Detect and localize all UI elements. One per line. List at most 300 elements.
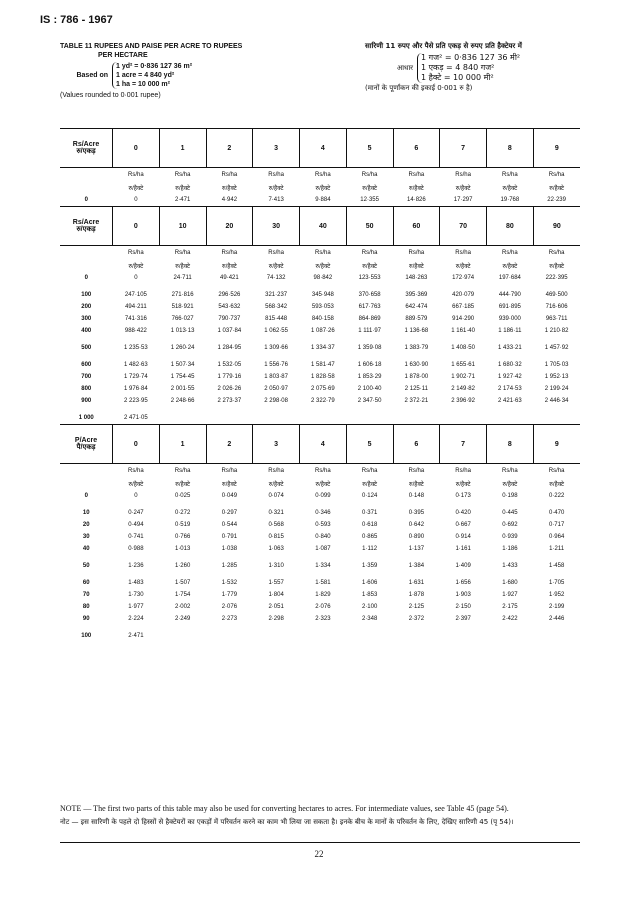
table-cell: 444·790 <box>498 292 521 298</box>
conversion-basis-hindi <box>365 53 610 83</box>
unit-label: Rs/ha <box>455 249 471 256</box>
table-row <box>60 325 580 337</box>
row-label: 500 <box>81 345 92 351</box>
corner-label-hindi: पै/एकड़ <box>76 444 96 451</box>
table-cell: 889·579 <box>405 316 428 322</box>
column-header: 7 <box>440 129 487 168</box>
table-cell: 741·316 <box>124 316 147 322</box>
table-cell: 1·384 <box>408 563 425 569</box>
unit-label: रु/हैक्टे <box>128 185 144 192</box>
column-header: 9 <box>533 425 580 464</box>
table-cell <box>487 625 534 642</box>
table-cell: 815·448 <box>265 316 288 322</box>
table-cell: 2·125 <box>408 604 425 610</box>
table-cell: 0·766 <box>174 534 191 540</box>
table-cell <box>300 407 347 425</box>
table-cell: 667·185 <box>452 304 475 310</box>
corner-header <box>60 129 113 168</box>
table-cell: 222·395 <box>545 275 568 281</box>
table-cell: 0·914 <box>455 534 471 540</box>
table-cell: 370·658 <box>358 292 381 298</box>
table-cell <box>206 625 253 642</box>
table-cell: 2·471 <box>128 633 144 639</box>
table-cell: 494·211 <box>125 304 147 310</box>
unit-label: Rs/ha <box>502 249 518 256</box>
table-row <box>60 354 580 371</box>
unit-label: रु/हैक्टे <box>549 263 564 270</box>
table-cell: 296·526 <box>218 292 241 298</box>
table-cell: 2 421·63 <box>498 398 522 404</box>
table-cell: 2 372·21 <box>404 398 429 404</box>
table-cell: 617·763 <box>358 304 381 310</box>
table-cell: 2·323 <box>315 616 331 622</box>
table-cell <box>440 407 487 425</box>
unit-row <box>60 464 580 478</box>
column-header: 2 <box>206 425 253 464</box>
table-cell: 0·791 <box>221 534 238 540</box>
table-cell: 1·656 <box>455 580 471 586</box>
unit-label: रु/हैक्टे <box>502 185 518 192</box>
unit-label: रु/हैक्टे <box>222 481 237 488</box>
table-cell: 1 161·40 <box>451 328 475 334</box>
table-cell: 1·161 <box>455 546 471 552</box>
table-cell: 518·921 <box>171 304 194 310</box>
table-cell: 0·074 <box>268 493 284 499</box>
table-cell: 0·618 <box>361 522 378 528</box>
unit-row-blank <box>60 477 113 490</box>
table-cell: 1 260·24 <box>170 345 195 351</box>
table-cell: 0·445 <box>502 510 518 516</box>
table-cell: 1·186 <box>502 546 518 552</box>
table-cell: 2 298·08 <box>264 398 288 404</box>
table-cell: 1·754 <box>174 592 191 598</box>
table-cell: 2 446·34 <box>544 398 569 404</box>
table-cell: 0·544 <box>221 522 238 528</box>
corner-label-english: P/Acre <box>74 437 98 444</box>
table-cell: 642·474 <box>405 304 428 310</box>
table-cell: 1·285 <box>221 563 238 569</box>
table-cell: 0·593 <box>315 522 331 528</box>
column-header: 90 <box>533 207 580 246</box>
unit-label: रु/हैक्टे <box>315 263 331 270</box>
table-cell: 1·359 <box>361 563 378 569</box>
table-cell: 0·247 <box>128 510 144 516</box>
table-cell: 1·730 <box>128 592 144 598</box>
table-cell: 2·175 <box>502 604 518 610</box>
basis-line-hindi: 1 गज² = 0·836 127 36 मी² <box>421 53 521 62</box>
table-cell: 790·737 <box>218 316 241 322</box>
table-row <box>60 613 580 625</box>
basis-line: 1 yd² = 0·836 127 36 m² <box>116 63 193 70</box>
table-cell: 2·076 <box>315 604 331 610</box>
table-cell: 1 606·18 <box>357 362 382 368</box>
unit-label: रु/हैक्टे <box>175 263 190 270</box>
table-row <box>60 407 580 425</box>
table-cell: 1 927·42 <box>498 374 522 380</box>
table-cell: 1 433·21 <box>498 345 522 351</box>
based-on-label-hindi: आधार <box>396 63 413 72</box>
basis-line: 1 acre = 4 840 yd² <box>116 72 175 79</box>
column-header: 5 <box>346 425 393 464</box>
unit-label: Rs/ha <box>502 467 518 474</box>
row-label: 600 <box>81 362 92 368</box>
table-cell: 1 853·29 <box>357 374 382 380</box>
unit-label: Rs/ha <box>268 467 284 474</box>
table-cell: 172·974 <box>452 275 475 281</box>
table-cell <box>159 625 206 642</box>
row-label: 10 <box>82 510 90 516</box>
unit-label: Rs/ha <box>128 171 144 178</box>
column-header: 1 <box>159 129 206 168</box>
table-cell: 543·632 <box>218 304 241 310</box>
table-cell: 1 408·50 <box>451 345 475 351</box>
table-cell: 420·079 <box>452 292 475 298</box>
table-cell: 1·038 <box>221 546 238 552</box>
unit-label: रु/हैक्टे <box>268 185 284 192</box>
table-cell <box>393 625 440 642</box>
table-cell: 2 273·37 <box>217 398 242 404</box>
table-cell: 2 075·69 <box>311 386 335 392</box>
table-cell: 2 149·82 <box>451 386 475 392</box>
unit-label: Rs/ha <box>315 171 331 178</box>
column-header: 5 <box>346 129 393 168</box>
column-header-row <box>60 129 580 168</box>
table-section <box>60 425 580 643</box>
table-cell: 1 062·55 <box>264 328 288 334</box>
unit-label: रु/हैक्टे <box>502 263 518 270</box>
table-cell: 14·826 <box>393 194 440 207</box>
unit-label: Rs/ha <box>315 467 331 474</box>
column-header: 1 <box>159 425 206 464</box>
table-cell: 2 347·50 <box>357 398 382 404</box>
unit-label: Rs/ha <box>268 171 284 178</box>
row-label: 1 000 <box>60 407 113 425</box>
table-cell: 1·557 <box>268 580 284 586</box>
table-cell: 0·173 <box>455 493 471 499</box>
table-row <box>60 284 580 301</box>
unit-label: Rs/ha <box>128 467 144 474</box>
table-cell: 1·804 <box>268 592 284 598</box>
table-cell: 864·869 <box>358 316 381 322</box>
table-cell: 1 803·87 <box>264 374 288 380</box>
table-cell: 2·224 <box>128 616 144 622</box>
table-cell: 1 037·84 <box>217 328 242 334</box>
row-label: 80 <box>82 604 90 610</box>
title-line-2: PER HECTARE <box>98 52 148 59</box>
notes <box>60 803 580 828</box>
table-cell: 939·000 <box>498 316 521 322</box>
unit-row <box>60 246 580 260</box>
table-cell: 1 087·26 <box>311 328 335 334</box>
unit-label: रु/हैक्टे <box>128 481 144 488</box>
table-cell: 1·977 <box>128 604 144 610</box>
table-cell: 2·471 <box>159 194 206 207</box>
table-cell: 0·025 <box>174 493 191 499</box>
column-header: 40 <box>300 207 347 246</box>
table-cell: 1 902·71 <box>451 374 475 380</box>
table-cell: 2 396·92 <box>451 398 475 404</box>
table-cell: 2 100·40 <box>357 386 382 392</box>
table-cell: 1 013·13 <box>170 328 195 334</box>
table-row <box>60 502 580 519</box>
table-cell: 1·112 <box>362 546 378 552</box>
row-label: 400 <box>81 328 92 334</box>
column-header: 9 <box>533 129 580 168</box>
corner-label-english: Rs/Acre <box>72 219 100 226</box>
table-cell: 1·087 <box>315 546 331 552</box>
row-label: 100 <box>81 633 92 639</box>
table-cell: 1·236 <box>128 563 144 569</box>
table-row <box>60 301 580 313</box>
table-row <box>60 371 580 383</box>
table-cell: 2 125·11 <box>404 386 428 392</box>
table-cell: 1 581·47 <box>311 362 335 368</box>
table-cell: 1·483 <box>128 580 144 586</box>
table-cell: 0·890 <box>408 534 425 540</box>
table-cell: 1 359·08 <box>357 345 382 351</box>
unit-row-blank <box>60 464 113 478</box>
row-label: 800 <box>81 386 92 392</box>
unit-label: Rs/ha <box>174 249 191 256</box>
table-cell: 0·395 <box>408 510 425 516</box>
table-cell: 2·199 <box>548 604 565 610</box>
corner-label-hindi: रु/एकड़ <box>76 148 96 155</box>
table-row <box>60 519 580 531</box>
table-cell: 1·013 <box>174 546 191 552</box>
table-cell: 988·422 <box>124 328 147 334</box>
table-cell: 2 322·79 <box>311 398 335 404</box>
table-cell: 1·878 <box>408 592 425 598</box>
table-cell: 2·100 <box>361 604 378 610</box>
table-cell: 1·606 <box>361 580 378 586</box>
column-header: 0 <box>113 129 160 168</box>
table-cell: 0·939 <box>502 534 518 540</box>
table-cell: 1 729·74 <box>124 374 148 380</box>
table-cell: 1·903 <box>455 592 471 598</box>
table-cell: 2 026·26 <box>217 386 242 392</box>
table-row <box>60 531 580 543</box>
table-cell: 0·840 <box>315 534 331 540</box>
table-row <box>60 194 580 207</box>
table-cell: 1 630·90 <box>404 362 429 368</box>
table-cell: 1·409 <box>455 563 471 569</box>
page-number: 22 <box>314 849 324 859</box>
unit-label: रु/हैक्टे <box>362 185 377 192</box>
corner-label-english: Rs/Acre <box>72 141 100 148</box>
table-cell: 0·198 <box>502 493 518 499</box>
column-header: 8 <box>487 425 534 464</box>
table-cell: 2·298 <box>268 616 284 622</box>
unit-label: Rs/ha <box>315 249 331 256</box>
table-cell: 0·346 <box>315 510 331 516</box>
table-cell: 1·829 <box>315 592 331 598</box>
unit-row <box>60 168 580 182</box>
table-cell: 0·272 <box>174 510 191 516</box>
table-cell: 1 482·63 <box>124 362 148 368</box>
table-cell <box>300 625 347 642</box>
table-cell: 1 457·92 <box>544 345 569 351</box>
unit-label: रु/हैक्टे <box>175 185 190 192</box>
table-cell: 1 754·45 <box>170 374 195 380</box>
table-cell: 2·273 <box>221 616 238 622</box>
corner-label-hindi: रु/एकड़ <box>76 226 96 233</box>
table-row <box>60 555 580 572</box>
table-cell: 2·348 <box>361 616 378 622</box>
column-header: 60 <box>393 207 440 246</box>
unit-label: Rs/ha <box>174 467 191 474</box>
table-cell: 1·260 <box>174 563 191 569</box>
row-label: 0 <box>84 493 88 499</box>
table-cell: 1·063 <box>268 546 284 552</box>
table-cell: 1·310 <box>268 563 284 569</box>
unit-label: रु/हैक्टे <box>362 481 377 488</box>
table-cell: 0·717 <box>548 522 565 528</box>
unit-row-blank <box>60 181 113 194</box>
table-cell: 0·815 <box>268 534 284 540</box>
column-header: 6 <box>393 425 440 464</box>
table-cell: 0·470 <box>548 510 565 516</box>
table-cell: 2 001·55 <box>170 386 195 392</box>
column-header: 70 <box>440 207 487 246</box>
column-header: 6 <box>393 129 440 168</box>
table-cell: 2·002 <box>174 604 191 610</box>
table-cell: 0·494 <box>128 522 144 528</box>
column-header: 80 <box>487 207 534 246</box>
unit-label: रु/हैक्टे <box>268 481 284 488</box>
table-cell: 0 <box>113 194 160 207</box>
table-cell: 1 284·95 <box>217 345 242 351</box>
table-cell: 49·421 <box>220 275 239 281</box>
unit-label: Rs/ha <box>408 467 425 474</box>
row-label: 60 <box>82 580 90 586</box>
table-cell: 0·692 <box>502 522 518 528</box>
note-english: NOTE — The first two parts of this table may also be used for converting hectares to acres. For intermediate values, see Table 45 (page 54). <box>60 804 509 813</box>
table-cell: 2 050·97 <box>264 386 288 392</box>
table-cell <box>159 407 206 425</box>
table-cell: 2·150 <box>455 604 471 610</box>
table-cell <box>487 407 534 425</box>
table-cell: 2·076 <box>221 604 238 610</box>
table-cell: 1 309·66 <box>264 345 288 351</box>
table-cell: 1·433 <box>502 563 518 569</box>
unit-label: Rs/ha <box>502 171 518 178</box>
table-cell: 766·027 <box>171 316 194 322</box>
table-row <box>60 572 580 589</box>
column-header: 8 <box>487 129 534 168</box>
table-row <box>60 313 580 325</box>
table-cell: 0 <box>134 493 138 499</box>
column-header: 0 <box>113 207 160 246</box>
conversion-basis <box>60 62 330 89</box>
table-cell: 17·297 <box>440 194 487 207</box>
table-cell: 0·964 <box>548 534 565 540</box>
note-hindi: नोट — इस सारिणी के पहले दो हिस्सों से हैक्टेयरों का एकड़ों में परिवर्तन करने का काम भी लिया जा सकता है। इनके बीच के मानों के परिवर्तन के लिए, देखिए सारिणी 45 (पृ 54)। <box>60 818 514 826</box>
rounding-note-hindi: (मानों के पूर्णांकन की इकाई 0·001 रु है) <box>365 84 473 92</box>
table-cell: 0·568 <box>268 522 284 528</box>
unit-label: Rs/ha <box>548 171 565 178</box>
column-header: 3 <box>253 129 300 168</box>
table-cell: 98·842 <box>313 275 333 281</box>
table-cell: 247·105 <box>124 292 147 298</box>
table-cell: 1 705·03 <box>544 362 569 368</box>
table-cell: 2·372 <box>408 616 425 622</box>
unit-row <box>60 259 580 272</box>
table-cell: 2·249 <box>174 616 191 622</box>
table-cell: 0·371 <box>361 510 378 516</box>
unit-label: रु/हैक्टे <box>549 185 564 192</box>
unit-row <box>60 477 580 490</box>
table-cell: 0·297 <box>221 510 238 516</box>
table-cell: 1·779 <box>221 592 238 598</box>
unit-row-blank <box>60 168 113 182</box>
column-header: 30 <box>253 207 300 246</box>
unit-label: रु/हैक्टे <box>409 481 424 488</box>
table-cell: 1·211 <box>549 546 565 552</box>
unit-label: Rs/ha <box>361 171 378 178</box>
row-label: 40 <box>82 546 90 552</box>
table-cell: 1·532 <box>221 580 238 586</box>
table-cell: 1 976·84 <box>124 386 148 392</box>
conversion-table <box>60 128 580 642</box>
table-cell: 1·334 <box>315 563 331 569</box>
table-cell: 0·988 <box>128 546 144 552</box>
table-cell: 0·642 <box>408 522 425 528</box>
table-cell: 2 471·05 <box>113 407 160 425</box>
table-cell: 2·397 <box>455 616 471 622</box>
table-cell: 0·865 <box>361 534 378 540</box>
unit-label: Rs/ha <box>221 171 238 178</box>
basis-line-hindi: 1 एकड़ = 4 840 गज² <box>421 63 495 72</box>
unit-label: Rs/ha <box>361 467 378 474</box>
footer-rule <box>60 842 580 843</box>
corner-header <box>60 425 113 464</box>
table-cell: 1·137 <box>408 546 425 552</box>
table-cell: 1 828·58 <box>311 374 335 380</box>
table-cell: 1 680·32 <box>498 362 522 368</box>
table-cell: 1·458 <box>548 563 565 569</box>
table-row <box>60 601 580 613</box>
based-on-label: Based on <box>76 72 108 79</box>
table-cell <box>206 407 253 425</box>
table-row <box>60 395 580 407</box>
table-cell: 2·422 <box>502 616 518 622</box>
unit-label: Rs/ha <box>361 249 378 256</box>
table-cell: 4·942 <box>206 194 253 207</box>
row-label: 0 <box>84 275 88 281</box>
table-cell: 0·222 <box>548 493 565 499</box>
table-cell <box>393 407 440 425</box>
column-header-row <box>60 207 580 246</box>
column-header: 10 <box>159 207 206 246</box>
table-cell: 0·741 <box>128 534 144 540</box>
unit-label: Rs/ha <box>548 467 565 474</box>
row-label: 70 <box>82 592 90 598</box>
table-row <box>60 490 580 502</box>
table-cell: 0 <box>134 275 138 281</box>
table-cell: 1 111·97 <box>358 328 382 334</box>
table-cell: 7·413 <box>253 194 300 207</box>
unit-label: रु/हैक्टे <box>409 185 424 192</box>
unit-label: Rs/ha <box>455 467 471 474</box>
rounding-note: (Values rounded to 0·001 rupee) <box>60 92 161 99</box>
unit-label: रु/हैक्टे <box>362 263 377 270</box>
row-label: 30 <box>82 534 90 540</box>
table-title-english <box>60 42 330 100</box>
row-label: 0 <box>60 194 113 207</box>
table-cell: 0·420 <box>455 510 471 516</box>
unit-label: रु/हैक्टे <box>128 263 144 270</box>
table-cell: 1 383·79 <box>404 345 429 351</box>
